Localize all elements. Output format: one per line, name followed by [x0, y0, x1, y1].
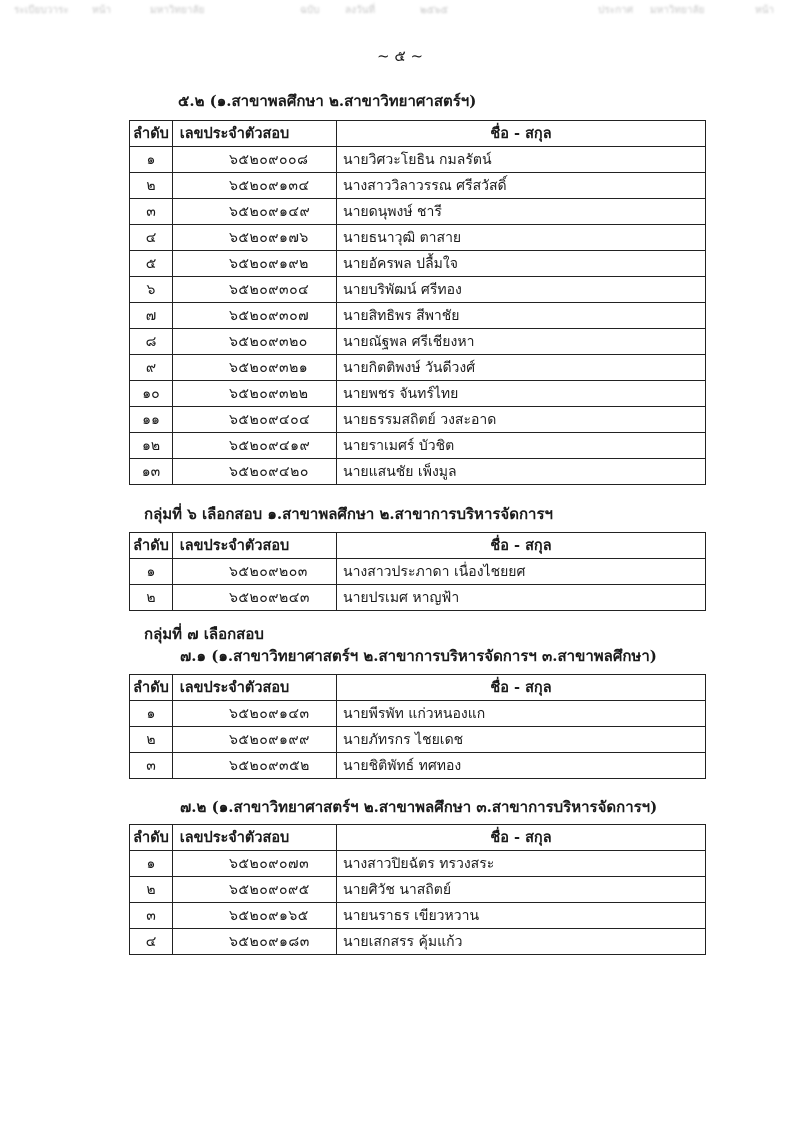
- full-name: นายนราธร เขียวหวาน: [337, 903, 706, 929]
- exam-id: ๖๕๒๐๙๓๒๒: [173, 381, 337, 407]
- full-name: นางสาวประภาดา เนื่องไชยยศ: [337, 559, 706, 585]
- table-row: [130, 903, 706, 929]
- exam-id: ๖๕๒๐๙๑๘๓: [173, 929, 337, 955]
- column-header-no: ลำดับ: [130, 825, 173, 851]
- row-number: ๓: [130, 199, 173, 225]
- full-name: นายณัฐพล ศรีเชียงหา: [337, 329, 706, 355]
- scan-header: [0, 0, 800, 18]
- full-name: นายสิทธิพร สีพาชัย: [337, 303, 706, 329]
- column-header-no: ลำดับ: [130, 121, 173, 147]
- exam-id: ๖๕๒๐๙๐๐๘: [173, 147, 337, 173]
- exam-id: ๖๕๒๐๙๒๔๓: [173, 585, 337, 611]
- table-row: [130, 929, 706, 955]
- scan-header-text: มหาวิทยาลัย: [650, 5, 705, 16]
- full-name: นายดนุพงษ์ ชารี: [337, 199, 706, 225]
- scan-header-text: ระเบียบวาระ: [14, 5, 69, 16]
- full-name: นายแสนชัย เพ็งมูล: [337, 459, 706, 485]
- table-row: [130, 433, 706, 459]
- column-header-name: ชื่อ - สกุล: [337, 675, 706, 701]
- exam-id: ๖๕๒๐๙๑๖๕: [173, 903, 337, 929]
- row-number: ๑๐: [130, 381, 173, 407]
- table-row: [130, 251, 706, 277]
- row-number: ๒: [130, 173, 173, 199]
- scan-header-text: มหาวิทยาลัย: [150, 5, 205, 16]
- row-number: ๓: [130, 903, 173, 929]
- full-name: นายชิติพัทธ์ ทศทอง: [337, 753, 706, 779]
- full-name: นายพีรพัท แก่วหนองแก: [337, 701, 706, 727]
- exam-id: ๖๕๒๐๙๔๒๐: [173, 459, 337, 485]
- scan-header-text: ๒๕๖๕: [420, 5, 449, 16]
- table-row: [130, 199, 706, 225]
- row-number: ๑: [130, 147, 173, 173]
- row-number: ๖: [130, 277, 173, 303]
- table-header-row: [130, 825, 706, 851]
- table-row: [130, 877, 706, 903]
- row-number: ๑: [130, 701, 173, 727]
- table-row: [130, 753, 706, 779]
- row-number: ๓: [130, 753, 173, 779]
- column-header-no: ลำดับ: [130, 675, 173, 701]
- column-header-name: ชื่อ - สกุล: [337, 533, 706, 559]
- table-header-row: [130, 121, 706, 147]
- section-heading: ๕.๒ (๑.สาขาพลศึกษา ๒.สาขาวิทยาศาสตร์ฯ): [178, 92, 477, 110]
- scan-header-text: ประกาศ: [598, 5, 634, 16]
- exam-id: ๖๕๒๐๙๑๔๓: [173, 701, 337, 727]
- exam-id: ๖๕๒๐๙๔๑๙: [173, 433, 337, 459]
- table-row: [130, 147, 706, 173]
- table-row: [130, 381, 706, 407]
- section-heading: ๗.๑ (๑.สาขาวิทยาศาสตร์ฯ ๒.สาขาการบริหารจัดการฯ ๓.สาขาพลศึกษา): [180, 647, 657, 665]
- full-name: นายปรเมศ หาญฟ้า: [337, 585, 706, 611]
- table-row: [130, 459, 706, 485]
- exam-id: ๖๕๒๐๙๓๕๒: [173, 753, 337, 779]
- scan-header-text: ฉบับ: [300, 5, 320, 16]
- row-number: ๘: [130, 329, 173, 355]
- row-number: ๑๒: [130, 433, 173, 459]
- table-row: [130, 407, 706, 433]
- row-number: ๙: [130, 355, 173, 381]
- column-header-no: ลำดับ: [130, 533, 173, 559]
- full-name: นายกิตติพงษ์ วันดีวงศ์: [337, 355, 706, 381]
- exam-id: ๖๕๒๐๙๑๙๙: [173, 727, 337, 753]
- row-number: ๑๑: [130, 407, 173, 433]
- exam-id: ๖๕๒๐๙๐๗๓: [173, 851, 337, 877]
- exam-id: ๖๕๒๐๙๐๙๕: [173, 877, 337, 903]
- row-number: ๗: [130, 303, 173, 329]
- exam-id: ๖๕๒๐๙๓๒๑: [173, 355, 337, 381]
- scan-header-text: หน้า: [755, 5, 775, 16]
- row-number: ๔: [130, 929, 173, 955]
- table-row: [130, 585, 706, 611]
- full-name: นายธรรมสถิตย์ วงสะอาด: [337, 407, 706, 433]
- column-header-id: เลขประจำตัวสอบ: [173, 533, 337, 559]
- exam-id: ๖๕๒๐๙๔๐๔: [173, 407, 337, 433]
- full-name: นางสาววิลาวรรณ ศรีสวัสดิ์: [337, 173, 706, 199]
- exam-id: ๖๕๒๐๙๓๐๔: [173, 277, 337, 303]
- exam-id: ๖๕๒๐๙๒๐๓: [173, 559, 337, 585]
- row-number: ๒: [130, 877, 173, 903]
- table-header-row: [130, 675, 706, 701]
- row-number: ๔: [130, 225, 173, 251]
- column-header-id: เลขประจำตัวสอบ: [173, 121, 337, 147]
- group-heading: กลุ่มที่ ๗ เลือกสอบ: [144, 625, 264, 643]
- full-name: นายอัครพล ปลื้มใจ: [337, 251, 706, 277]
- exam-id: ๖๕๒๐๙๓๐๗: [173, 303, 337, 329]
- full-name: นายพชร จันทร์ไทย: [337, 381, 706, 407]
- exam-id: ๖๕๒๐๙๑๔๙: [173, 199, 337, 225]
- section-heading: กลุ่มที่ ๖ เลือกสอบ ๑.สาขาพลศึกษา ๒.สาขาการบริหารจัดการฯ: [144, 505, 553, 523]
- scan-header-text: หน้า: [92, 5, 112, 16]
- full-name: นายบริพัฒน์ ศรีทอง: [337, 277, 706, 303]
- table-row: [130, 173, 706, 199]
- table-row: [130, 559, 706, 585]
- full-name: นายราเมศร์ บัวชิต: [337, 433, 706, 459]
- table-row: [130, 355, 706, 381]
- row-number: ๑: [130, 559, 173, 585]
- exam-id: ๖๕๒๐๙๑๙๒: [173, 251, 337, 277]
- candidate-table: [129, 532, 706, 611]
- exam-id: ๖๕๒๐๙๑๗๖: [173, 225, 337, 251]
- candidate-table: [129, 824, 706, 955]
- table-row: [130, 329, 706, 355]
- full-name: นายเสกสรร คุ้มแก้ว: [337, 929, 706, 955]
- column-header-name: ชื่อ - สกุล: [337, 121, 706, 147]
- table-row: [130, 225, 706, 251]
- full-name: นายศิวัช นาสถิตย์: [337, 877, 706, 903]
- row-number: ๑๓: [130, 459, 173, 485]
- row-number: ๒: [130, 585, 173, 611]
- page-number: ~ ๕ ~: [376, 47, 424, 65]
- row-number: ๕: [130, 251, 173, 277]
- full-name: นางสาวปิยฉัตร ทรวงสระ: [337, 851, 706, 877]
- table-row: [130, 303, 706, 329]
- row-number: ๑: [130, 851, 173, 877]
- section-heading: ๗.๒ (๑.สาขาวิทยาศาสตร์ฯ ๒.สาขาพลศึกษา ๓.สาขาการบริหารจัดการฯ): [180, 798, 658, 816]
- table-row: [130, 701, 706, 727]
- table-row: [130, 851, 706, 877]
- row-number: ๒: [130, 727, 173, 753]
- exam-id: ๖๕๒๐๙๓๒๐: [173, 329, 337, 355]
- column-header-id: เลขประจำตัวสอบ: [173, 675, 337, 701]
- scan-header-text: ลงวันที่: [345, 5, 376, 16]
- exam-id: ๖๕๒๐๙๑๓๔: [173, 173, 337, 199]
- full-name: นายภัทรกร ไชยเดช: [337, 727, 706, 753]
- column-header-id: เลขประจำตัวสอบ: [173, 825, 337, 851]
- table-row: [130, 727, 706, 753]
- table-header-row: [130, 533, 706, 559]
- column-header-name: ชื่อ - สกุล: [337, 825, 706, 851]
- table-row: [130, 277, 706, 303]
- full-name: นายธนาวุฒิ ตาสาย: [337, 225, 706, 251]
- candidate-table: [129, 674, 706, 779]
- full-name: นายวิศวะโยธิน กมลรัตน์: [337, 147, 706, 173]
- candidate-table: [129, 120, 706, 485]
